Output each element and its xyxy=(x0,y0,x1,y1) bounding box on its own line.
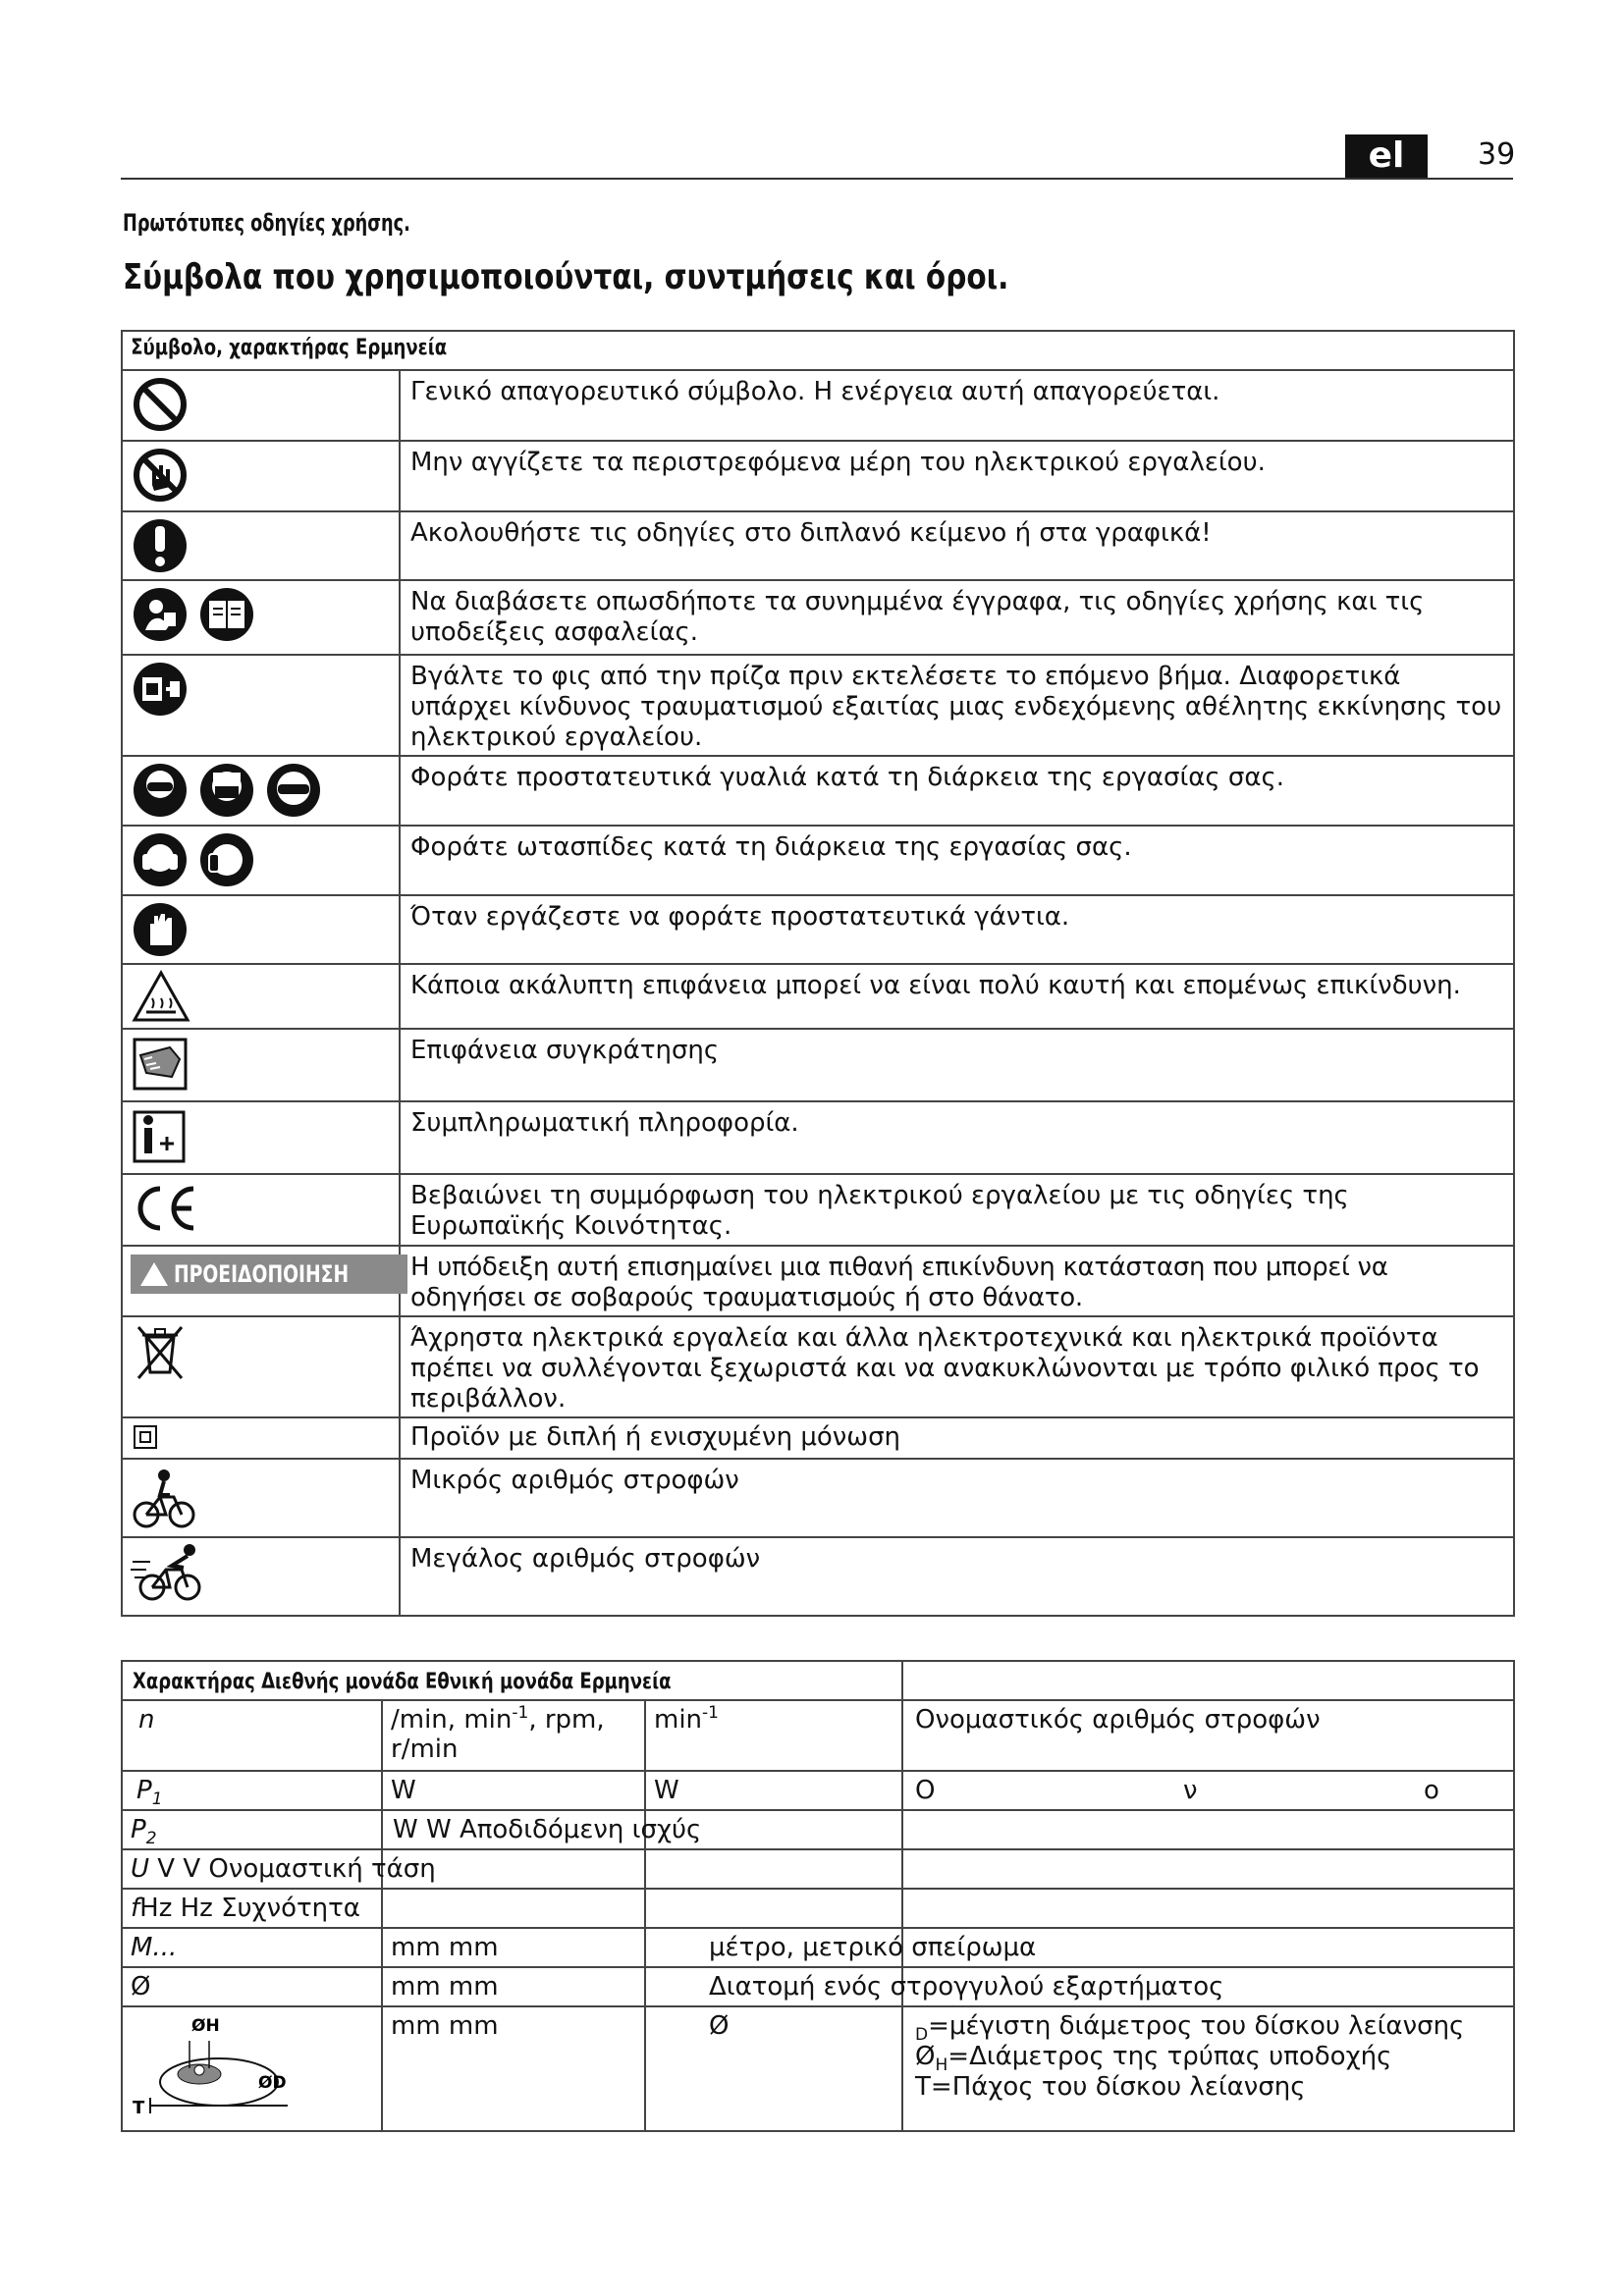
table-row: Μην αγγίζετε τα περιστρεφόμενα μέρη του ηλεκτρικού εργαλείου. xyxy=(122,441,1514,511)
table-row: M... mm mm μέτρο, μετρικό σπείρωμα xyxy=(122,1928,1514,1967)
table-row: Συμπληρωματική πληροφορία. xyxy=(122,1101,1514,1174)
double-insulation-icon xyxy=(133,1424,158,1450)
ce-mark-icon xyxy=(131,1179,199,1238)
warning-badge: ΠΡΟΕΙΔΟΠΟΙΗΣΗ xyxy=(131,1255,407,1294)
units-table-header: Χαρακτήρας Διεθνής μονάδα Εθνική μονάδα Ερμηνεία xyxy=(122,1661,1514,1700)
table-row: Προϊόν με διπλή ή ενισχυμένη μόνωση xyxy=(122,1417,1514,1459)
table-row: Μεγάλος αριθμός στροφών xyxy=(122,1537,1514,1616)
header-symbol: Σύμβολο, χαρακτήρας xyxy=(131,336,350,360)
header-meaning: Ερμηνεία xyxy=(355,336,448,360)
disc-label-oh: ØH xyxy=(191,2016,220,2036)
table-row: Άχρηστα ηλεκτρικά εργαλεία και άλλα ηλεκτροτεχνικά και ηλεκτρικά προϊόντα πρέπει να συλλέγονται ξεχωριστά και να ανακυκλώνονται με τρόπο φιλικό προς το περιβάλλον. xyxy=(122,1316,1514,1417)
hot-surface-icon xyxy=(131,969,191,1024)
symbols-table xyxy=(121,330,1515,1617)
language-badge: el xyxy=(1345,134,1428,178)
table-row: Γενικό απαγορευτικό σύμβολο. Η ενέργεια αυτή απαγορεύεται. xyxy=(122,370,1514,441)
header-divider xyxy=(121,178,1513,180)
document-subtitle: Πρωτότυπες οδηγίες χρήσης. xyxy=(123,209,410,237)
table-row: Βεβαιώνει τη συμμόρφωση του ηλεκτρικού εργαλείου με τις οδηγίες της Ευρωπαϊκής Κοινότητας. xyxy=(122,1174,1514,1246)
symbols-table-header xyxy=(122,331,1514,370)
table-row: Να διαβάσετε οπωσδήποτε τα συνημμένα έγγραφα, τις οδηγίες χρήσης και τις υποδείξεις ασφαλείας. xyxy=(122,580,1514,655)
disc-label-t: T xyxy=(133,2098,145,2118)
table-row: $P_1$ W W Ο ν ο xyxy=(122,1771,1514,1810)
table-row: Όταν εργάζεστε να φοράτε προστατευτικά γάντια. xyxy=(122,895,1514,964)
table-row: ØH ØD T mm mm Ø $_D$=μέγιστη διάμετρος του δίσκου λείανσης $Ø_H=\Delta\iota ά\mu\varepsilon\tau\rho o\varsigma$ της τρύπας υποδοχής T=Πάχος του δίσκου λείανσης xyxy=(122,2006,1514,2131)
table-row: Βγάλτε το φις από την πρίζα πριν εκτελέσετε το επόμενο βήμα. Διαφορετικά υπάρχει κίνδυνος τραυματισμού εξαιτίας μιας ενδεχόμενης αθέλητης εκκίνησης του ηλεκτρικού εργαλείου. xyxy=(122,655,1514,756)
table-row: Φοράτε ωτασπίδες κατά τη διάρκεια της εργασίας σας. xyxy=(122,826,1514,895)
table-row: n /min, $\min^{-1}$, rpm, r/min $\min^{-1}$ Ονομαστικός αριθμός στροφών xyxy=(122,1700,1514,1771)
grip-surface-icon xyxy=(131,1034,189,1093)
table-row: Επιφάνεια συγκράτησης xyxy=(122,1029,1514,1101)
grinding-disc-diagram xyxy=(131,2011,307,2119)
table-row: Φοράτε προστατευτικά γυαλιά κατά τη διάρκεια της εργασίας σας. xyxy=(122,756,1514,826)
table-row: Ø mm mm Διατομή ενός στρογγυλού εξαρτήματος xyxy=(122,1967,1514,2006)
disc-label-od: ØD xyxy=(258,2073,287,2093)
unplug-icon xyxy=(131,660,189,719)
fast-cyclist-icon xyxy=(131,1542,209,1605)
page-title: Σύμβολα που χρησιμοποιούνται, συντμήσεις και όροι. xyxy=(123,257,1009,297)
ear-protection-icons xyxy=(131,830,258,889)
no-touch-rotating-parts-icon xyxy=(131,446,189,505)
table-row: U V V Ονομαστική τάση xyxy=(122,1849,1514,1889)
table-row: Κάποια ακάλυπτη επιφάνεια μπορεί να είναι πολύ καυτή και επομένως επικίνδυνη. xyxy=(122,964,1514,1029)
eye-protection-icons xyxy=(131,761,327,820)
read-manual-icons xyxy=(131,585,258,644)
table-row: ΠΡΟΕΙΔΟΠΟΙΗΣΗ Η υπόδειξη αυτή επισημαίνει μια πιθανή επικίνδυνη κατάσταση που μπορεί να οδηγήσει σε σοβαρούς τραυματισμούς ή στο θάνατο. xyxy=(122,1246,1514,1316)
prohibition-icon xyxy=(131,375,189,434)
table-row: Μικρός αριθμός στροφών xyxy=(122,1459,1514,1537)
units-table xyxy=(121,1660,1515,2132)
page-number: 39 xyxy=(1478,137,1516,172)
slow-cyclist-icon xyxy=(131,1464,199,1532)
table-row: $P_2$ W W Αποδιδόμενη ισχύς xyxy=(122,1810,1514,1849)
gloves-icon xyxy=(131,900,189,959)
info-icon xyxy=(131,1106,189,1165)
warning-triangle-icon xyxy=(140,1262,168,1286)
table-row: Ακολουθήστε τις οδηγίες στο διπλανό κείμενο ή στα γραφικά! xyxy=(122,511,1514,580)
table-row: fHz Hz Συχνότητα xyxy=(122,1889,1514,1928)
mandatory-exclamation-icon xyxy=(131,516,189,575)
weee-bin-icon xyxy=(131,1321,189,1384)
